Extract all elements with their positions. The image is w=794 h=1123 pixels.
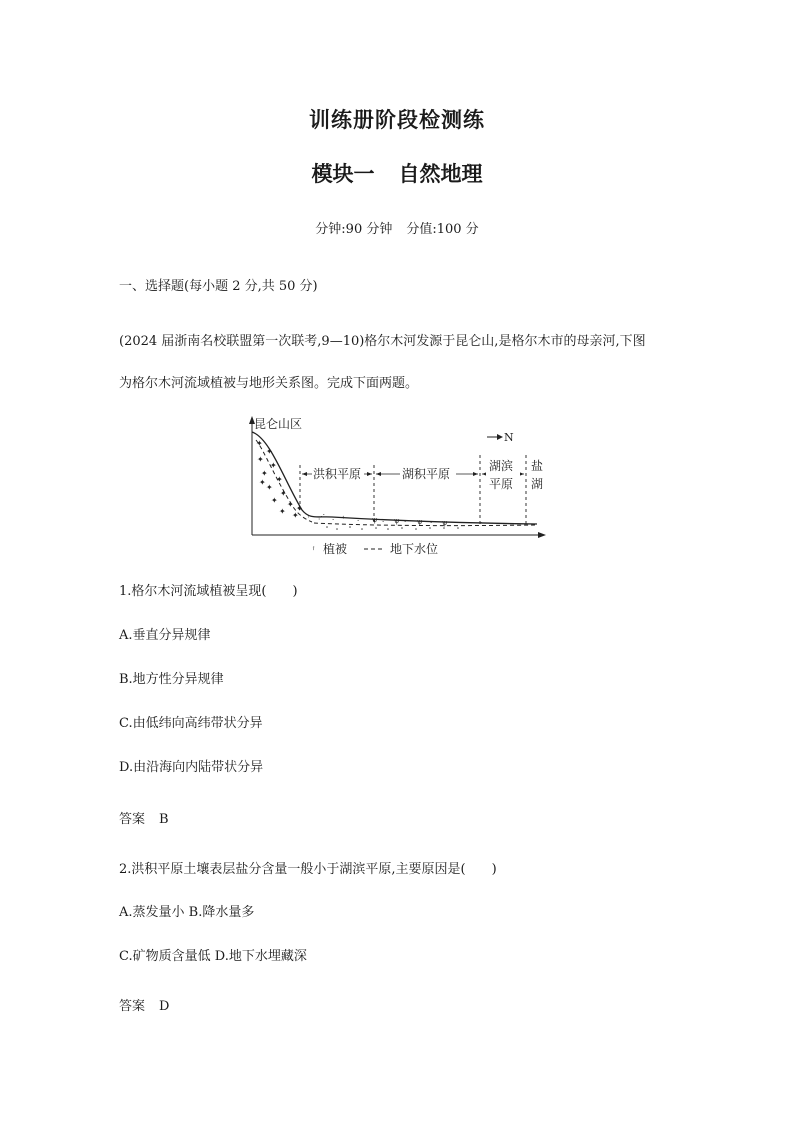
svg-text:ꜛ: ꜛ (307, 514, 310, 522)
svg-text:✦: ✦ (276, 475, 283, 484)
svg-text:✦: ✦ (296, 504, 303, 513)
exam-score: 分值:100 分 (406, 222, 479, 237)
svg-text:·: · (332, 516, 335, 524)
svg-text:ψ: ψ (394, 517, 400, 525)
svg-text:✦: ✦ (271, 496, 278, 505)
legend-vegetation: 植被 (323, 542, 348, 556)
section-heading: 一、选择题(每小题 2 分,共 50 分) (119, 279, 318, 294)
page-title: 训练册阶段检测练 (309, 107, 485, 132)
module-label: 模块一 (311, 161, 375, 186)
svg-text:⋰: ⋰ (318, 513, 325, 521)
x-axis-arrow (538, 532, 546, 538)
question-2-options-ab: A.蒸发量小 B.降水量多 (119, 905, 255, 920)
intro-line-2: 为格尔木河流域植被与地形关系图。完成下面两题。 (119, 376, 419, 391)
svg-text:·: · (382, 518, 385, 526)
svg-text:·: · (454, 519, 457, 527)
question-1-option-a: A.垂直分异规律 (119, 628, 211, 643)
svg-text:ψ: ψ (417, 518, 423, 526)
region-lakeshore-1: 湖滨 (489, 459, 514, 473)
svg-text:·: · (480, 519, 483, 527)
question-1-option-d: D.由沿海向内陆带状分异 (119, 760, 264, 775)
svg-text:ψ: ψ (372, 516, 378, 524)
svg-text:·: · (468, 519, 471, 527)
slope-vegetation (256, 439, 303, 520)
y-axis-label: 昆仑山区 (254, 417, 303, 431)
question-1-option-b: B.地方性分异规律 (119, 672, 224, 687)
exam-time: 分钟:90 分钟 (315, 222, 393, 237)
svg-text:ꜛ: ꜛ (342, 515, 345, 523)
region-alluvial-plain: 洪积平原 (313, 467, 362, 481)
question-1-option-c: C.由低纬向高纬带状分异 (119, 716, 263, 731)
svg-text:·: · (404, 518, 407, 526)
answer-label: 答案 (119, 812, 146, 827)
svg-text:✦: ✦ (256, 439, 263, 448)
svg-text:✦: ✦ (257, 455, 264, 464)
svg-text:ψ: ψ (442, 519, 448, 527)
svg-text:✦: ✦ (280, 489, 287, 498)
legend-vegetation-icon: ꜛ (312, 546, 316, 556)
question-2-stem: 2.洪积平原土壤表层盐分含量一般小于湖滨平原,主要原因是( ) (119, 862, 497, 877)
answer-value: B (159, 812, 169, 827)
intro-line-1: (2024 届浙南名校联盟第一次联考,9—10)格尔木河发源于昆仑山,是格尔木市的母亲河,下图 (119, 334, 646, 349)
svg-text:✦: ✦ (266, 447, 273, 456)
svg-text:✦: ✦ (292, 511, 299, 520)
svg-text:✦: ✦ (266, 483, 273, 492)
svg-text:·: · (357, 517, 360, 525)
region-salt-lake-2: 湖 (531, 477, 544, 491)
module-topic: 自然地理 (398, 161, 483, 186)
question-2-options-cd: C.矿物质含量低 D.地下水埋藏深 (119, 949, 307, 964)
region-lakeshore-2: 平原 (489, 477, 514, 491)
north-label: N (504, 431, 514, 444)
svg-text:✦: ✦ (259, 478, 266, 487)
answer-label: 答案 (119, 999, 146, 1014)
module-heading (0, 158, 794, 188)
answer-value: D (159, 999, 170, 1014)
svg-text:✦: ✦ (279, 507, 286, 516)
question-1-stem: 1.格尔木河流域植被呈现( ) (119, 584, 298, 599)
svg-text:✦: ✦ (270, 461, 277, 470)
north-arrow-icon (497, 434, 503, 440)
region-lacustrine-plain: 湖积平原 (402, 467, 451, 481)
plain-vegetation (307, 513, 482, 527)
svg-text:✦: ✦ (261, 469, 268, 478)
question-2-answer (119, 995, 169, 1014)
terrain-vegetation-figure (232, 410, 552, 560)
svg-text:✦: ✦ (287, 500, 294, 509)
region-salt-lake-1: 盐 (531, 459, 544, 473)
sediment-dots (326, 526, 459, 530)
svg-text:·: · (430, 519, 433, 527)
legend-groundwater: 地下水位 (390, 542, 439, 556)
question-1-answer (119, 808, 169, 827)
exam-meta (0, 218, 794, 237)
